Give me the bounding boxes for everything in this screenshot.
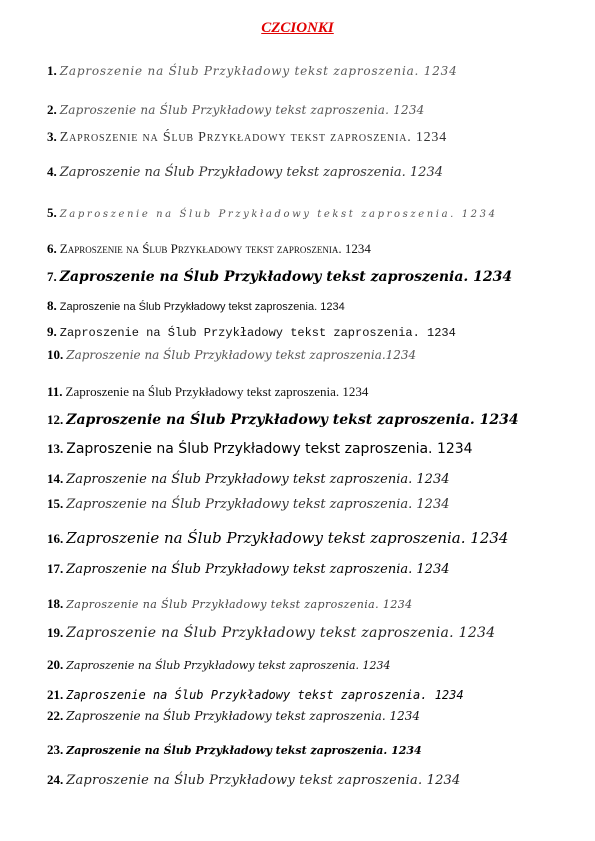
sample-number: 6. [47, 241, 57, 256]
sample-text: Zaproszenie na Ślub Przykładowy tekst zaproszenia. 1234 [59, 165, 443, 180]
font-sample-row [47, 741, 587, 759]
font-sample-row [47, 383, 587, 401]
sample-number: 4. [47, 164, 57, 179]
font-sample-row [47, 323, 587, 341]
sample-text: Zaproszenie na Ślub Przykładowy tekst zaproszenia. 1234 [59, 301, 345, 313]
sample-text: Zaproszenie na Ślub Przykładowy tekst zaproszenia. 1234 [66, 773, 461, 788]
font-sample-row [47, 560, 587, 578]
font-sample-row [47, 707, 587, 725]
font-sample-row [47, 771, 587, 789]
sample-text: Zaproszenie na Ślub Przykładowy tekst zaproszenia. 1234 [66, 598, 413, 611]
sample-text: Zaproszenie na Ślub Przykładowy tekst zaproszenia. 1234 [66, 625, 496, 641]
font-sample-row [47, 440, 587, 458]
sample-text: Zaproszenie na Ślub Przykładowy tekst zaproszenia. 1234 [59, 130, 448, 145]
sample-number: 23. [47, 742, 64, 757]
sample-text: Zaproszenie na Ślub Przykładowy tekst zaproszenia. 1234 [66, 529, 509, 547]
sample-number: 7. [47, 269, 57, 284]
font-sample-row [47, 656, 587, 674]
sample-number: 3. [47, 129, 57, 144]
sample-text: Zaproszenie na Ślub Przykładowy tekst zaproszenia. 1234 [66, 472, 450, 487]
sample-number: 16. [47, 531, 64, 546]
sample-number: 12. [47, 412, 64, 427]
font-sample-row [47, 346, 587, 364]
sample-text: Zaproszenie na Ślub Przykładowy tekst zaproszenia. 1234 [66, 709, 421, 723]
font-sample-row [47, 240, 587, 258]
font-sample-row [47, 163, 587, 181]
font-sample-row [47, 204, 587, 222]
sample-text: Zaproszenie na Ślub Przykładowy tekst zaproszenia. 1234 [59, 269, 513, 285]
font-sample-row [47, 268, 587, 286]
sample-number: 20. [47, 657, 64, 672]
sample-number: 8. [47, 298, 57, 313]
font-sample-row [47, 62, 587, 80]
sample-text: Zaproszenie na Ślub Przykładowy tekst zaproszenia. 1234 [59, 64, 458, 78]
sample-text: Zaproszenie na Ślub Przykładowy tekst zaproszenia. 1234 [66, 688, 464, 702]
sample-number: 9. [47, 324, 57, 339]
sample-number: 21. [47, 687, 64, 702]
sample-number: 22. [47, 708, 64, 723]
font-sample-row [47, 686, 587, 704]
font-sample-row [47, 411, 587, 429]
page-title: CZCIONKI [261, 20, 334, 36]
font-sample-row [47, 101, 587, 119]
font-sample-row [47, 529, 587, 548]
font-sample-row [47, 128, 587, 146]
sample-text: Zaproszenie na Ślub Przykładowy tekst zaproszenia. 1234 [59, 326, 456, 340]
sample-text: Zaproszenie na Ślub Przykładowy tekst zaproszenia. 1234 [59, 209, 498, 220]
sample-text: Zaproszenie na Ślub Przykładowy tekst zaproszenia. 1234 [66, 659, 391, 672]
sample-number: 14. [47, 471, 64, 486]
sample-number: 15. [47, 496, 64, 511]
sample-text: Zaproszenie na Ślub Przykładowy tekst zaproszenia.1234 [66, 348, 417, 362]
sample-number: 5. [47, 205, 57, 220]
sample-text: Zaproszenie na Ślub Przykładowy tekst zaproszenia. 1234 [59, 241, 371, 256]
sample-text: Zaproszenie na Ślub Przykładowy tekst zaproszenia. 1234 [66, 412, 519, 428]
sample-text: Zaproszenie na Ślub Przykładowy tekst zaproszenia. 1234 [66, 744, 422, 757]
sample-number: 24. [47, 772, 64, 787]
sample-text: Zaproszenie na Ślub Przykładowy tekst zaproszenia. 1234 [66, 441, 473, 457]
sample-text: Zaproszenie na Ślub Przykładowy tekst zaproszenia. 1234 [66, 562, 450, 577]
sample-number: 17. [47, 561, 64, 576]
sample-text: Zaproszenie na Ślub Przykładowy tekst zaproszenia. 1234 [66, 497, 450, 512]
sample-text: Zaproszenie na Ślub Przykładowy tekst zaproszenia. 1234 [59, 103, 425, 117]
sample-number: 1. [47, 63, 57, 78]
sample-number: 13. [47, 441, 64, 456]
sample-number: 10. [47, 347, 64, 362]
font-sample-row [47, 470, 587, 488]
font-sample-row [47, 495, 587, 513]
sample-number: 11. [47, 384, 63, 399]
sample-number: 18. [47, 596, 64, 611]
sample-text: Zaproszenie na Ślub Przykładowy tekst zaproszenia. 1234 [65, 384, 369, 399]
font-sample-row [47, 624, 587, 642]
font-sample-row [47, 595, 587, 613]
font-sample-row [47, 297, 587, 315]
sample-number: 2. [47, 102, 57, 117]
sample-number: 19. [47, 625, 64, 640]
